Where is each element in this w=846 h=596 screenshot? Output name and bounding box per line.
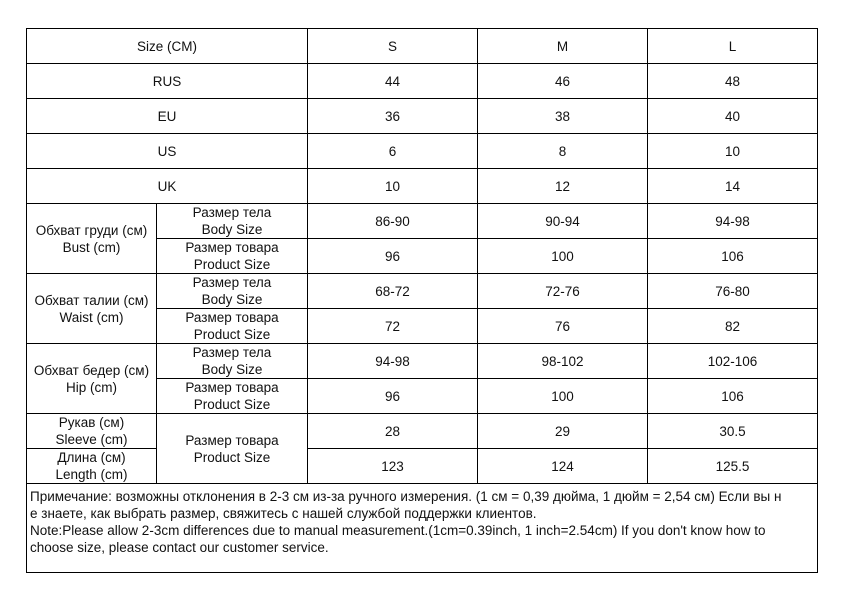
label-ru: Обхват бедер (см) bbox=[33, 362, 150, 378]
sub-label-en: Body Size bbox=[201, 222, 263, 237]
sub-label bbox=[157, 204, 308, 239]
table-cell: 36 bbox=[308, 99, 478, 134]
table-cell: 48 bbox=[648, 64, 818, 99]
measurement-label-waist bbox=[27, 274, 157, 344]
label-en: Length (cm) bbox=[55, 467, 128, 482]
sub-label-ru: Размер товара bbox=[185, 310, 279, 325]
sub-label-ru: Размер товара bbox=[185, 240, 279, 255]
label-ru: Длина (см) bbox=[57, 450, 126, 465]
table-cell: 96 bbox=[308, 239, 478, 274]
label-en: Sleeve (cm) bbox=[55, 432, 128, 447]
table-cell: 86-90 bbox=[308, 204, 478, 239]
table-cell: 12 bbox=[478, 169, 648, 204]
table-cell: 68-72 bbox=[308, 274, 478, 309]
sub-label-ru: Размер товара bbox=[185, 380, 279, 395]
size-header-l: L bbox=[648, 29, 818, 64]
table-cell: 123 bbox=[308, 449, 478, 484]
sub-label-en: Product Size bbox=[193, 327, 271, 342]
sub-label bbox=[157, 344, 308, 379]
table-cell: 6 bbox=[308, 134, 478, 169]
sub-label-en: Body Size bbox=[201, 292, 263, 307]
sub-label-en: Body Size bbox=[201, 362, 263, 377]
measurement-label-bust bbox=[27, 204, 157, 274]
standard-label: US bbox=[27, 134, 308, 169]
table-cell: 28 bbox=[308, 414, 478, 449]
sub-label-ru: Размер товара bbox=[185, 432, 279, 448]
sub-label bbox=[157, 239, 308, 274]
label-en: Waist (cm) bbox=[59, 309, 124, 325]
header-row bbox=[27, 29, 818, 64]
table-cell: 90-94 bbox=[478, 204, 648, 239]
table-row bbox=[27, 64, 818, 99]
table-cell: 76 bbox=[478, 309, 648, 344]
table-cell: 102-106 bbox=[648, 344, 818, 379]
label-en: Bust (cm) bbox=[62, 239, 121, 255]
note-en-line-2: choose size, please contact our customer service. bbox=[30, 540, 329, 555]
table-cell: 8 bbox=[478, 134, 648, 169]
table-cell: 76-80 bbox=[648, 274, 818, 309]
table-row bbox=[27, 204, 818, 239]
measurement-label-sleeve bbox=[27, 414, 157, 449]
standard-label: EU bbox=[27, 99, 308, 134]
size-header-s: S bbox=[308, 29, 478, 64]
table-cell: 14 bbox=[648, 169, 818, 204]
table-row bbox=[27, 99, 818, 134]
sub-label bbox=[157, 414, 308, 484]
table-row bbox=[27, 274, 818, 309]
standard-label: UK bbox=[27, 169, 308, 204]
table-cell: 94-98 bbox=[308, 344, 478, 379]
table-cell: 44 bbox=[308, 64, 478, 99]
label-ru: Обхват талии (см) bbox=[34, 292, 149, 308]
table-cell: 94-98 bbox=[648, 204, 818, 239]
size-chart-table bbox=[26, 28, 818, 573]
sub-label-ru: Размер тела bbox=[192, 275, 272, 290]
table-row bbox=[27, 449, 818, 484]
note-ru-line-2: е знаете, как выбрать размер, свяжитесь с нашей службой поддержки клиентов. bbox=[30, 506, 537, 521]
table-row bbox=[27, 344, 818, 379]
table-cell: 30.5 bbox=[648, 414, 818, 449]
note-row bbox=[27, 484, 818, 573]
table-row bbox=[27, 134, 818, 169]
size-header-label: Size (CM) bbox=[27, 29, 308, 64]
label-ru: Обхват груди (см) bbox=[35, 222, 148, 238]
table-cell: 106 bbox=[648, 379, 818, 414]
sub-label bbox=[157, 274, 308, 309]
table-cell: 72-76 bbox=[478, 274, 648, 309]
size-header-m: M bbox=[478, 29, 648, 64]
table-cell: 10 bbox=[648, 134, 818, 169]
table-cell: 46 bbox=[478, 64, 648, 99]
note-en-line-1: Note:Please allow 2-3cm differences due to manual measurement.(1cm=0.39inch, 1 inch=2.54cm) If you don't know how to bbox=[30, 523, 766, 538]
table-cell: 98-102 bbox=[478, 344, 648, 379]
table-cell: 40 bbox=[648, 99, 818, 134]
table-cell: 124 bbox=[478, 449, 648, 484]
table-cell: 29 bbox=[478, 414, 648, 449]
table-cell: 100 bbox=[478, 239, 648, 274]
sub-label bbox=[157, 379, 308, 414]
measurement-label-hip bbox=[27, 344, 157, 414]
note-ru-line-1: Примечание: возможны отклонения в 2-3 см из-за ручного измерения. (1 см = 0,39 дюйма, 1 дюйм = 2,54 см) Если вы н bbox=[30, 489, 782, 504]
table-cell: 125.5 bbox=[648, 449, 818, 484]
table-cell: 38 bbox=[478, 99, 648, 134]
sub-label-ru: Размер тела bbox=[192, 205, 272, 220]
sub-label-en: Product Size bbox=[193, 449, 271, 465]
table-cell: 106 bbox=[648, 239, 818, 274]
table-row bbox=[27, 414, 818, 449]
sub-label-en: Product Size bbox=[193, 397, 271, 412]
table-cell: 100 bbox=[478, 379, 648, 414]
standard-label: RUS bbox=[27, 64, 308, 99]
label-en: Hip (cm) bbox=[66, 379, 117, 395]
note-cell bbox=[27, 484, 818, 573]
sub-label bbox=[157, 309, 308, 344]
table-row bbox=[27, 169, 818, 204]
label-ru: Рукав (см) bbox=[58, 415, 125, 430]
table-cell: 96 bbox=[308, 379, 478, 414]
measurement-label-length bbox=[27, 449, 157, 484]
table-cell: 72 bbox=[308, 309, 478, 344]
table-cell: 82 bbox=[648, 309, 818, 344]
table-cell: 10 bbox=[308, 169, 478, 204]
sub-label-en: Product Size bbox=[193, 257, 271, 272]
sub-label-ru: Размер тела bbox=[192, 345, 272, 360]
